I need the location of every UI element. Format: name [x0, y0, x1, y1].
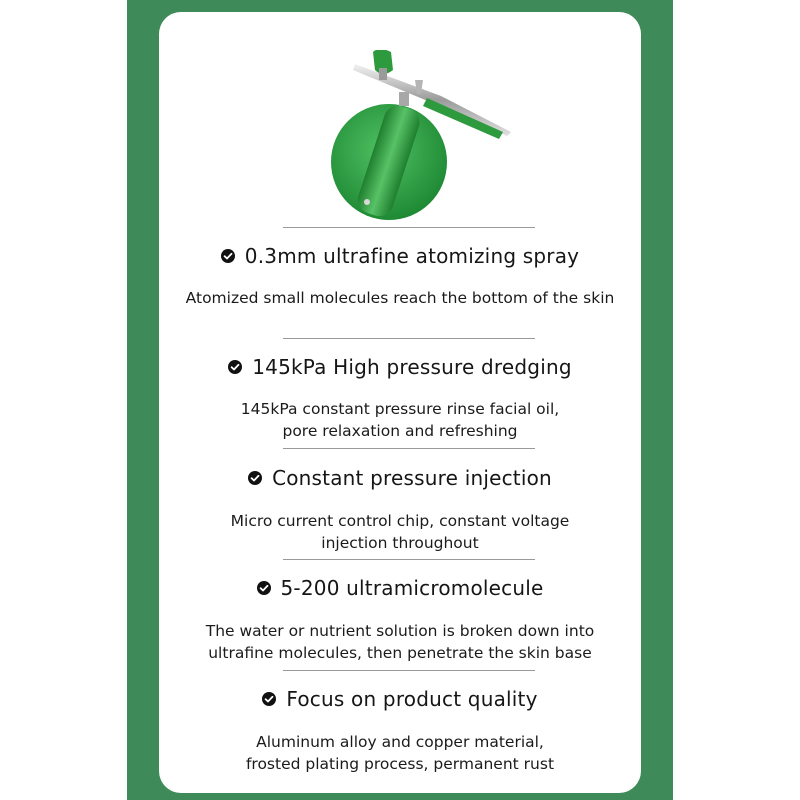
feature-description: The water or nutrient solution is broken down into ultrafine molecules, then penetrate the skin base	[205, 622, 595, 662]
check-circle-icon	[257, 581, 271, 595]
section-divider	[283, 559, 535, 560]
section-divider	[283, 670, 535, 671]
section-divider	[283, 448, 535, 449]
feature-description: Micro current control chip, constant voltage injection throughout	[230, 512, 570, 552]
feature-description: Atomized small molecules reach the bottom of the skin	[185, 289, 615, 307]
check-circle-icon	[221, 249, 235, 263]
feature-description: 145kPa constant pressure rinse facial oil, pore relaxation and refreshing	[240, 400, 560, 440]
check-circle-icon	[262, 692, 276, 706]
airbrush-product-image	[331, 50, 511, 220]
feature-title: 0.3mm ultrafine atomizing spray	[244, 244, 580, 268]
feature-title: 145kPa High pressure dredging	[252, 355, 572, 379]
check-circle-icon	[248, 471, 262, 485]
feature-description: Aluminum alloy and copper material, frosted plating process, permanent rust	[245, 733, 555, 773]
feature-item	[159, 244, 641, 268]
feature-title: Focus on product quality	[286, 687, 538, 711]
feature-item	[159, 355, 641, 379]
feature-card	[159, 12, 641, 793]
section-divider	[283, 227, 535, 228]
feature-title: Constant pressure injection	[272, 466, 552, 490]
check-circle-icon	[228, 360, 242, 374]
feature-title: 5-200 ultramicromolecule	[280, 576, 544, 600]
feature-item	[159, 687, 641, 711]
feature-item	[159, 466, 641, 490]
section-divider	[283, 338, 535, 339]
feature-item	[159, 576, 641, 600]
